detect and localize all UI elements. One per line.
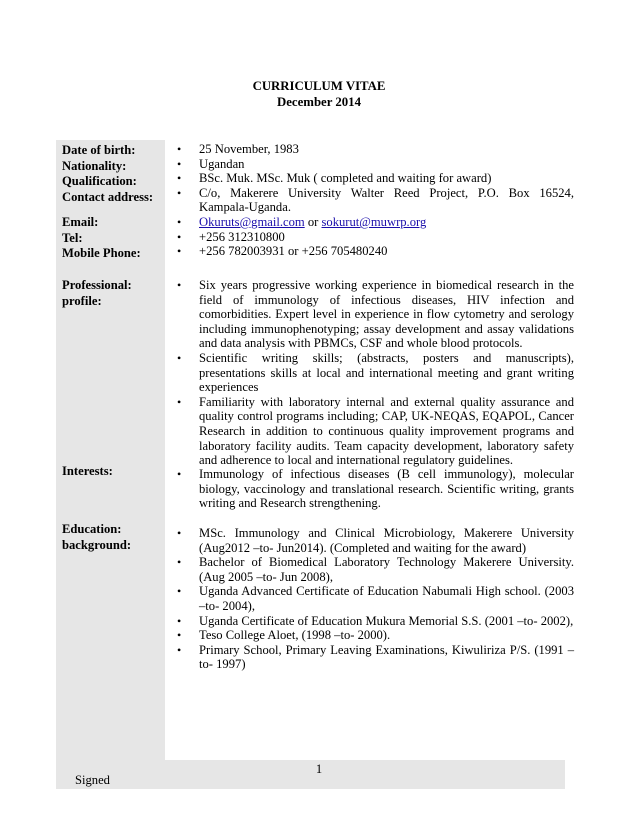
email-separator: or <box>304 214 322 229</box>
email-link-2[interactable]: sokurut@muwrp.org <box>321 214 427 229</box>
mobile-value: • +256 782003931 or +256 705480240 <box>176 244 574 259</box>
contact-labels <box>62 215 141 262</box>
email-link-1[interactable]: Okuruts@gmail.com <box>199 214 305 229</box>
education-item: • Bachelor of Biomedical Laboratory Technology Makerere University. (Aug 2005 –to- Jun 2008), <box>176 555 574 584</box>
tel-value: • +256 312310800 <box>176 230 574 245</box>
label-email: Email: <box>62 215 99 229</box>
education-list <box>176 526 574 672</box>
education-label <box>62 522 131 553</box>
cv-date: December 2014 <box>277 95 361 109</box>
signed-label: Signed <box>75 773 110 787</box>
personal-details-list <box>176 142 574 259</box>
label-tel: Tel: <box>62 230 83 245</box>
label-mobile: Mobile Phone: <box>62 246 141 260</box>
personal-labels <box>62 143 153 205</box>
label-qualification: Qualification: <box>62 174 137 188</box>
profile-item: • Familiarity with laboratory internal and external quality assurance and quality control programs including; CAP, UK-NEQAS, EQAPOL, Cancer Research in addition to continuous quality improvement programs and laboratory facility audits. Team capacity development, laboratory safety and adherence to local and international regulatory guidelines. <box>176 395 574 468</box>
education-item: • MSc. Immunology and Clinical Microbiology, Makerere University (Aug2012 –to- Jun2014). (Completed and waiting for the award) <box>176 526 574 555</box>
label-nationality: Nationality: <box>62 158 127 173</box>
profile-list <box>176 278 574 468</box>
education-item: • Teso College Aloet, (1998 –to- 2000). <box>176 628 574 643</box>
label-profile: profile: <box>62 293 102 308</box>
education-item: • Uganda Certificate of Education Mukura Memorial S.S. (2001 –to- 2002), <box>176 614 574 629</box>
contact-value: • C/o, Makerere University Walter Reed Project, P.O. Box 16524, Kampala-Uganda. <box>176 186 574 215</box>
nationality-value: • Ugandan <box>176 157 574 172</box>
interests-list <box>176 467 574 511</box>
education-item: • Primary School, Primary Leaving Examinations, Kiwuliriza P/S. (1991 – to- 1997) <box>176 643 574 672</box>
interest-item: • Immunology of infectious diseases (B cell immunology), molecular biology, vaccinology and translational research. Scientific writing, grants writing and Research strengthening. <box>176 467 574 511</box>
label-contact: Contact address: <box>62 189 154 204</box>
qualification-value: • BSc. Muk. MSc. Muk ( completed and waiting for award) <box>176 171 574 186</box>
profile-label <box>62 278 132 309</box>
document-title <box>0 78 638 110</box>
label-professional: Professional: <box>62 278 132 292</box>
education-item: • Uganda Advanced Certificate of Education Nabumali High school. (2003 –to- 2004), <box>176 584 574 613</box>
page-number: 1 <box>315 762 323 776</box>
dob-value: • 25 November, 1983 <box>176 142 574 157</box>
label-education: Education: <box>62 522 122 536</box>
label-dob: Date of birth: <box>62 143 136 157</box>
cv-heading: CURRICULUM VITAE <box>252 79 386 93</box>
label-background: background: <box>62 537 132 552</box>
profile-item: • Scientific writing skills; (abstracts, posters and manuscripts), presentations skills at local and international meeting and grant writing experiences <box>176 351 574 395</box>
profile-item: • Six years progressive working experience in biomedical research in the field of immunology of infectious diseases, HIV infection and comorbidities. Expert level in experience in flow cytometry and serology including immunophenotyping; assay development and assay validations and data analysis with PBMCs, CSF and whole blood protocols. <box>176 278 574 351</box>
interests-label: Interests: <box>62 464 113 478</box>
email-value <box>176 215 574 230</box>
